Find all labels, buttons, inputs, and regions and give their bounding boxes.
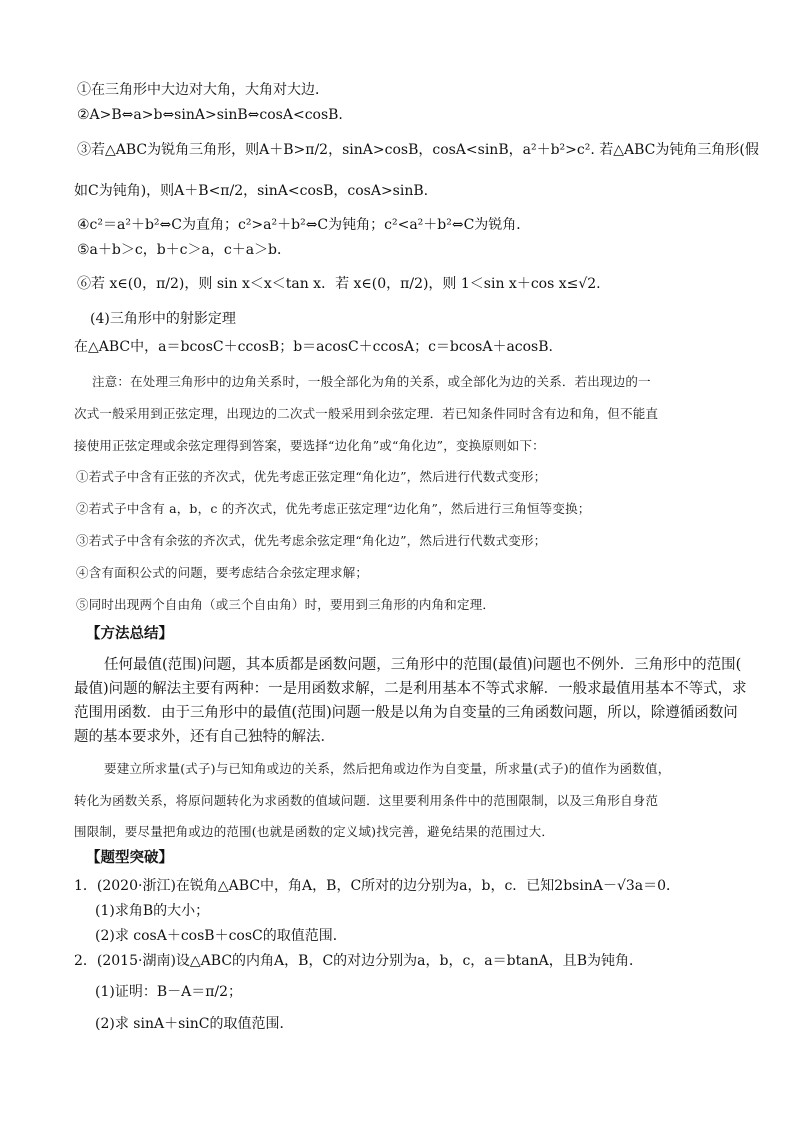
method-note-line-2: 转化为函数关系，将原问题转化为求函数的值域问题．这里要利用条件中的范围限制，以及三角形自身范 [74,793,659,808]
problem-1-part-2: (2)求 cosA＋cosB＋cosC的取值范围． [95,928,347,944]
conclusion-4: ④c²＝a²＋b²⇔C为直角；c²>a²＋b²⇔C为钝角；c²<a²＋b²⇔C为锐角． [77,217,531,233]
conclusion-5: ⑤a＋b＞c，b＋c＞a，c＋a＞b． [77,242,291,258]
conclusion-3-line-2: 如C为钝角)，则A＋B<π/2，sinA<cosB，cosA>sinB. [74,183,429,199]
problems-heading: 【题型突破】 [86,849,173,866]
problem-1-part-1: (1)求角B的大小； [95,903,210,919]
method-note-line-3: 围限制，要尽量把角或边的范围(也就是函数的定义域)找完善，避免结果的范围过大． [74,824,555,839]
problem-1: 1．(2020·浙江)在锐角△ABC中，角A，B，C所对的边分别为a，b，c．已知2bsinA－√3a＝0． [74,878,681,894]
note-rule-3: ③若式子中含有余弦的齐次式，优先考虑余弦定理“角化边”，然后进行代数式变形； [76,533,547,548]
projection-title: (4)三角形中的射影定理 [90,311,236,327]
note-rule-4: ④含有面积公式的问题，要考虑结合余弦定理求解； [76,565,369,580]
problem-2-part-1: (1)证明：B－A＝π/2； [95,984,243,1000]
problem-2: 2．(2015·湖南)设△ABC的内角A，B，C的对边分别为a，b，c，a＝btanA，且B为钝角． [74,953,644,969]
method-para-line-3: 范围用函数．由于三角形中的最值(范围)问题一般是以角为自变量的三角函数问题，所以，除遵循函数问 [74,705,738,721]
method-note-line-1: 要建立所求量(式子)与已知角或边的关系，然后把角或边作为自变量，所求量(式子)的值作为函数值， [104,761,671,776]
note-rule-2: ②若式子中含有 a，b，c 的齐次式，优先考虑正弦定理“边化角”，然后进行三角恒等变换； [76,501,591,516]
note-line-2: 次式一般采用到正弦定理，出现边的二次式一般采用到余弦定理．若已知条件同时含有边和角，但不能直 [74,406,659,421]
note-line-1: 注意：在处理三角形中的边角关系时，一般全部化为角的关系，或全部化为边的关系．若出现边的一 [92,374,651,389]
conclusion-1: ①在三角形中大边对大角，大角对大边． [77,82,329,98]
note-rule-5: ⑤同时出现两个自由角（或三个自由角）时，要用到三角形的内角和定理． [76,597,496,612]
note-line-3: 接使用正弦定理或余弦定理得到答案，要选择“边化角”或“角化边”，变换原则如下： [74,438,545,453]
projection-text: 在△ABC中，a＝bcosC＋ccosB；b＝acosC＋ccosA；c＝bcosA＋acosB. [74,339,553,355]
method-para-line-1: 任何最值(范围)问题，其本质都是函数问题，三角形中的范围(最值)问题也不例外．三角形中的范围( [104,657,742,673]
problem-2-part-2: (2)求 sinA＋sinC的取值范围． [95,1016,294,1032]
method-heading: 【方法总结】 [86,625,173,642]
conclusion-6: ⑥若 x∈(0，π/2)，则 sin x＜x＜tan x．若 x∈(0，π/2)，则 1＜sin x＋cos x≤√2. [77,276,601,292]
method-para-line-4: 题的基本要求外，还有自己独特的解法． [74,729,335,745]
method-para-line-2: 最值)问题的解法主要有两种：一是用函数求解，二是利用基本不等式求解．一般求最值用基本不等式，求 [74,681,747,697]
conclusion-2: ②A>B⇔a>b⇔sinA>sinB⇔cosA<cosB. [77,107,343,123]
note-rule-1: ①若式子中含有正弦的齐次式，优先考虑正弦定理“角化边”，然后进行代数式变形； [76,469,547,484]
conclusion-3-line-1: ③若△ABC为锐角三角形，则A＋B>π/2，sinA>cosB，cosA<sinB，a²＋b²>c². 若△ABC为钝角三角形(假 [77,142,759,158]
